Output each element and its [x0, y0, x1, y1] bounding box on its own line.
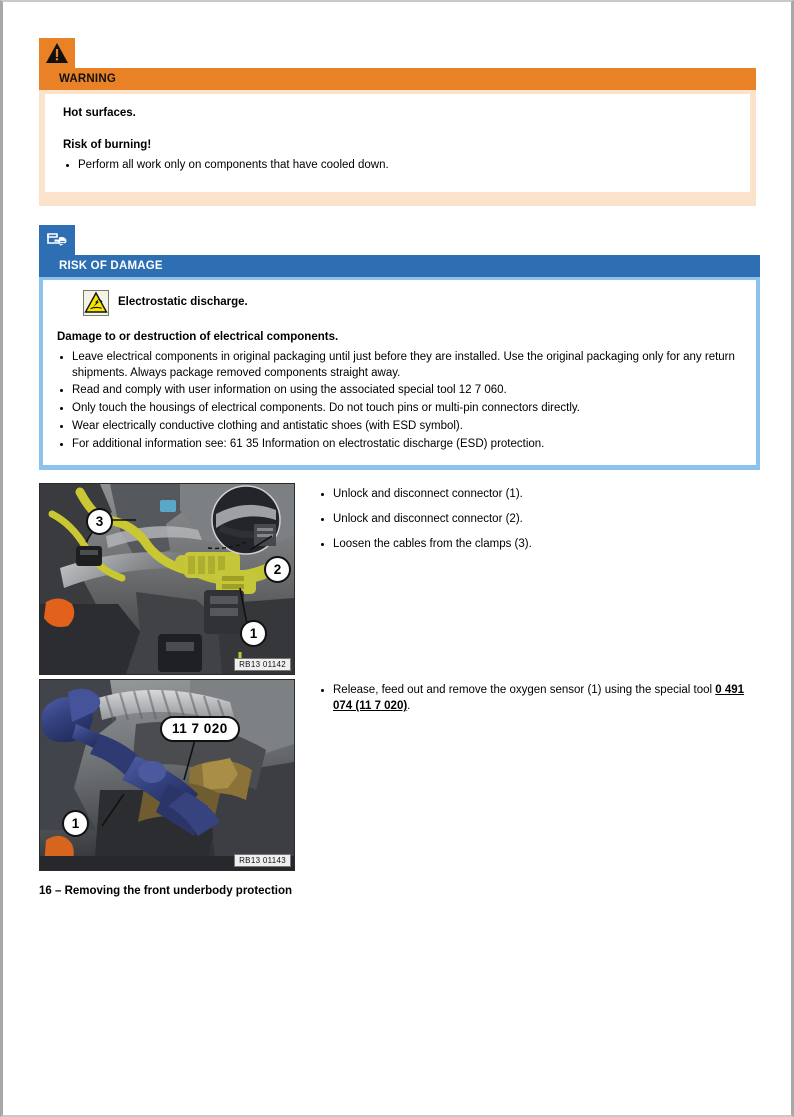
- callout-1: 1: [62, 810, 89, 837]
- esd-label: Electrostatic discharge.: [118, 296, 248, 309]
- warning-title: Hot surfaces.: [63, 107, 136, 119]
- figure-2-bullet-list: [318, 683, 759, 715]
- warning-subtitle: Risk of burning!: [63, 139, 152, 152]
- warning-spacer: [63, 125, 736, 138]
- list-item: For additional information see: 61 35 Information on electrostatic discharge (ESD) protection.: [57, 437, 744, 452]
- risk-of-damage-notice: [39, 225, 760, 470]
- list-item: Only touch the housings of electrical components. Do not touch pins or multi-pin connectors directly.: [57, 401, 744, 416]
- figure-caption: RB13 01143: [234, 854, 291, 867]
- warning-triangle-icon: [39, 38, 75, 68]
- list-item: Wear electrically conductive clothing and antistatic shoes (with ESD symbol).: [57, 419, 744, 434]
- figure-row-2: [39, 679, 759, 871]
- risk-of-damage-bullet-list: [57, 350, 744, 452]
- callout-3: 3: [86, 508, 113, 535]
- photo-connectors: [39, 483, 295, 675]
- warning-header: WARNING: [39, 68, 756, 90]
- list-item: Unlock and disconnect connector (1).: [318, 487, 532, 503]
- list-item: Perform all work only on components that have cooled down.: [63, 158, 736, 173]
- pointing-hand-note-icon: [39, 225, 75, 255]
- list-item: Read and comply with user information on using the associated special tool 12 7 060.: [57, 383, 744, 398]
- page-title: 16 – Removing the front underbody protection: [39, 885, 293, 898]
- risk-of-damage-body: [43, 280, 756, 465]
- esd-row: [57, 290, 744, 316]
- warning-body: [45, 94, 750, 192]
- callout-tool-number: 11 7 020: [160, 716, 240, 742]
- instruction-text-after: .: [407, 699, 411, 712]
- warning-outer-frame: [39, 90, 756, 206]
- special-tool-link[interactable]: 0 491 074 (11 7 020): [333, 684, 745, 712]
- instruction-text-before: Release, feed out and remove the oxygen sensor (1) using the special tool: [333, 684, 716, 697]
- list-item: Loosen the cables from the clamps (3).: [318, 537, 532, 553]
- figure-caption: RB13 01142: [234, 658, 291, 671]
- risk-of-damage-outer-frame: [39, 277, 760, 470]
- warning-notice: [39, 38, 756, 206]
- figure-1-instructions: [295, 483, 532, 562]
- callout-2: 2: [264, 556, 291, 583]
- figure-1-bullet-list: [318, 487, 532, 553]
- risk-of-damage-title: Damage to or destruction of electrical components.: [57, 330, 339, 343]
- figure-2-instructions: [295, 679, 759, 724]
- list-item: [318, 683, 759, 715]
- figure-row-1: [39, 483, 759, 675]
- risk-of-damage-header: RISK OF DAMAGE: [39, 255, 760, 277]
- photo-oxygen-sensor-tool: [39, 679, 295, 871]
- electrostatic-discharge-icon: [83, 290, 109, 316]
- list-item: Unlock and disconnect connector (2).: [318, 512, 532, 528]
- callout-1: 1: [240, 620, 267, 647]
- figure-section: [39, 483, 759, 871]
- warning-bullet-list: [63, 158, 736, 173]
- page-content: [39, 38, 759, 897]
- list-item: Leave electrical components in original packaging until just before they are installed. Use the original packaging only for any return shipments. Always package removed components straight away.: [57, 350, 744, 381]
